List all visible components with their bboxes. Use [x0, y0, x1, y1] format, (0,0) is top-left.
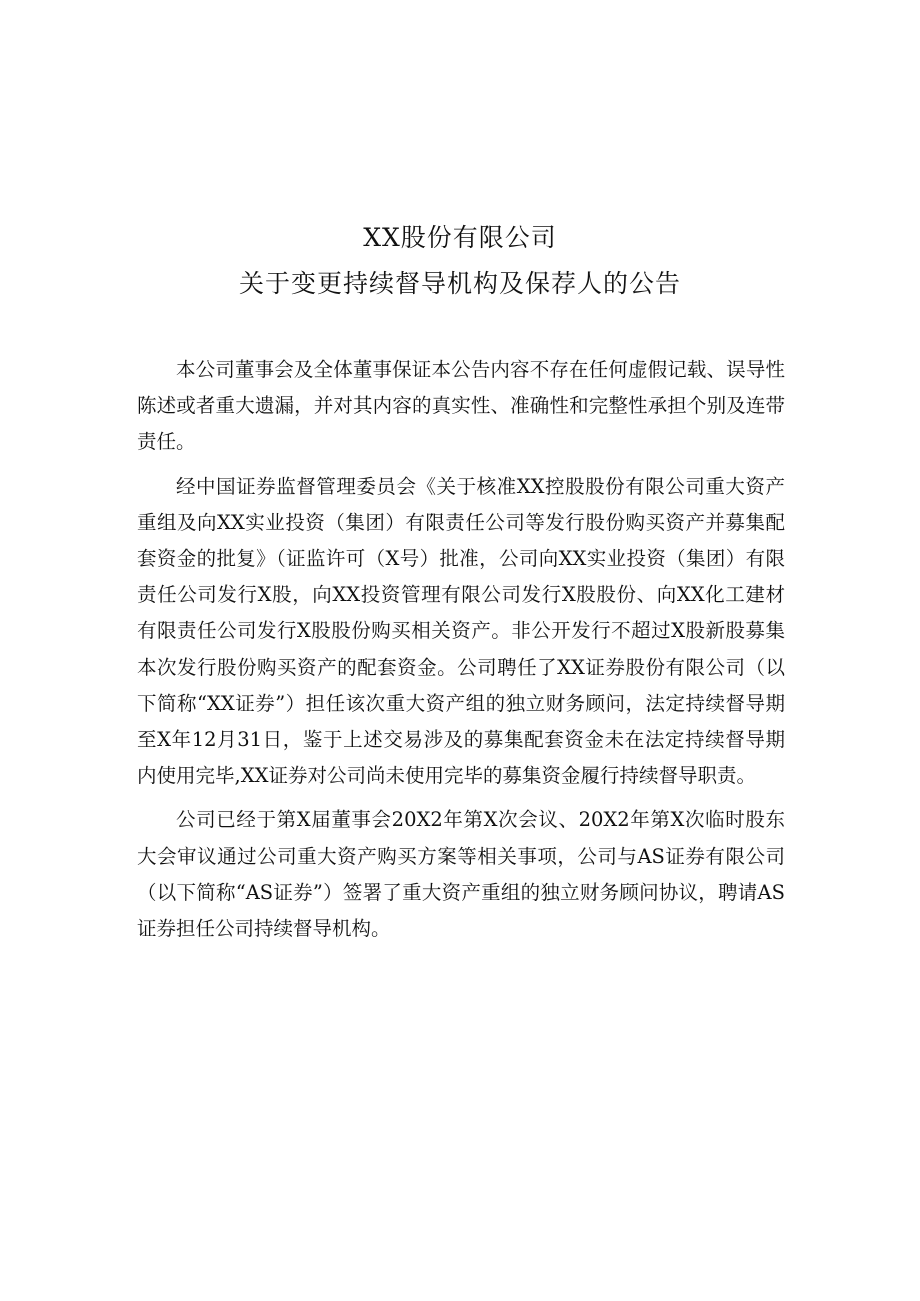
announcement-body [137, 352, 785, 955]
paragraph-new-advisor: 公司已经于第X届董事会20X2年第X次会议、20X2年第X次临时股东大会审议通过公司重大资产购买方案等相关事项，公司与AS证券有限公司（以下简称“AS证券”）签署了重大资产重组的独立财务顾问协议，聘请AS证券担任公司持续督导机构。 [137, 808, 785, 941]
announcement-subject: 关于变更持续督导机构及保荐人的公告 [238, 269, 681, 298]
announcement-title [0, 218, 920, 304]
paragraph-background: 经中国证券监督管理委员会《关于核准XX控股股份有限公司重大资产重组及向XX实业投资（集团）有限责任公司等发行股份购买资产并募集配套资金的批复》（证监许可（X号）批准，公司向XX实业投资（集团）有限责任公司发行X股，向XX投资管理有限公司发行X股股份、向XX化工建材有限责任公司发行X股股份购买相关资产。非公开发行不超过X股新股募集本次发行股份购买资产的配套资金。公司聘任了XX证券股份有限公司（以下简称“XX证券”）担任该次重大资产组的独立财务顾问，法定持续督导期至X年12月31日，鉴于上述交易涉及的募集配套资金未在法定持续督导期内使用完毕,XX证券对公司尚未使用完毕的募集资金履行持续督导职责。 [137, 474, 785, 788]
company-name: XX股份有限公司 [363, 223, 557, 252]
paragraph-disclaimer: 本公司董事会及全体董事保证本公告内容不存在任何虚假记载、误导性陈述或者重大遗漏，并对其内容的真实性、准确性和完整性承担个别及连带责任。 [137, 358, 785, 454]
